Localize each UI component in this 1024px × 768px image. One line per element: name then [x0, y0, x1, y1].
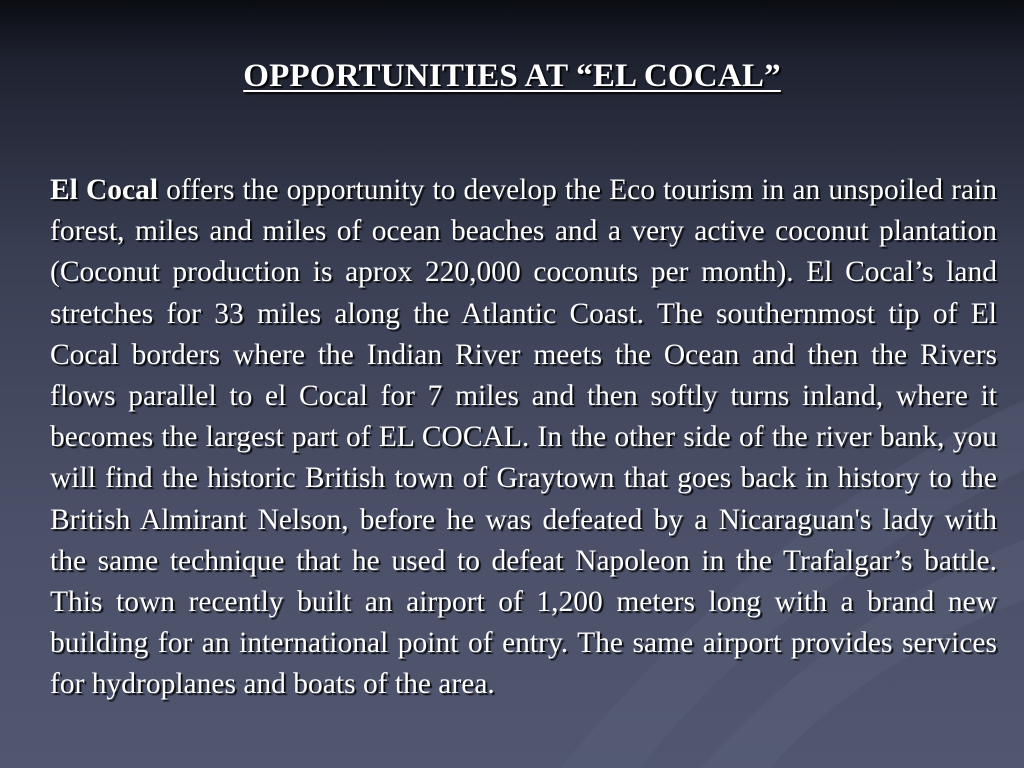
body-text: offers the opportunity to develop the Eco tourism in an unspoiled rain forest, miles and miles of ocean beaches and a very active coconut plantation (Coconut production is aprox 220,000 coconuts per month). El Cocal’s land stretches for 33 miles along the Atlantic Coast. The southernmost tip of El Cocal borders where the Indian River meets the Ocean and then the Rivers flows parallel to el Cocal for 7 miles and then softly turns inland, where it becomes the largest part of EL COCAL. In the other side of the river bank, you will find the historic British town of Graytown that goes back in history to the British Almirant Nelson, before he was defeated by a Nicaraguan's lady with the same technique that he used to defeat Napoleon in the Trafalgar’s battle. This town recently built an airport of 1,200 meters long with a brand new building for an international point of entry. The same airport provides services for hydroplanes and boats of the area. — [50, 174, 997, 701]
body-lead-name: El Cocal — [50, 174, 159, 206]
slide-title: OPPORTUNITIES AT “EL COCAL” — [243, 58, 781, 94]
body-paragraph — [50, 170, 997, 706]
